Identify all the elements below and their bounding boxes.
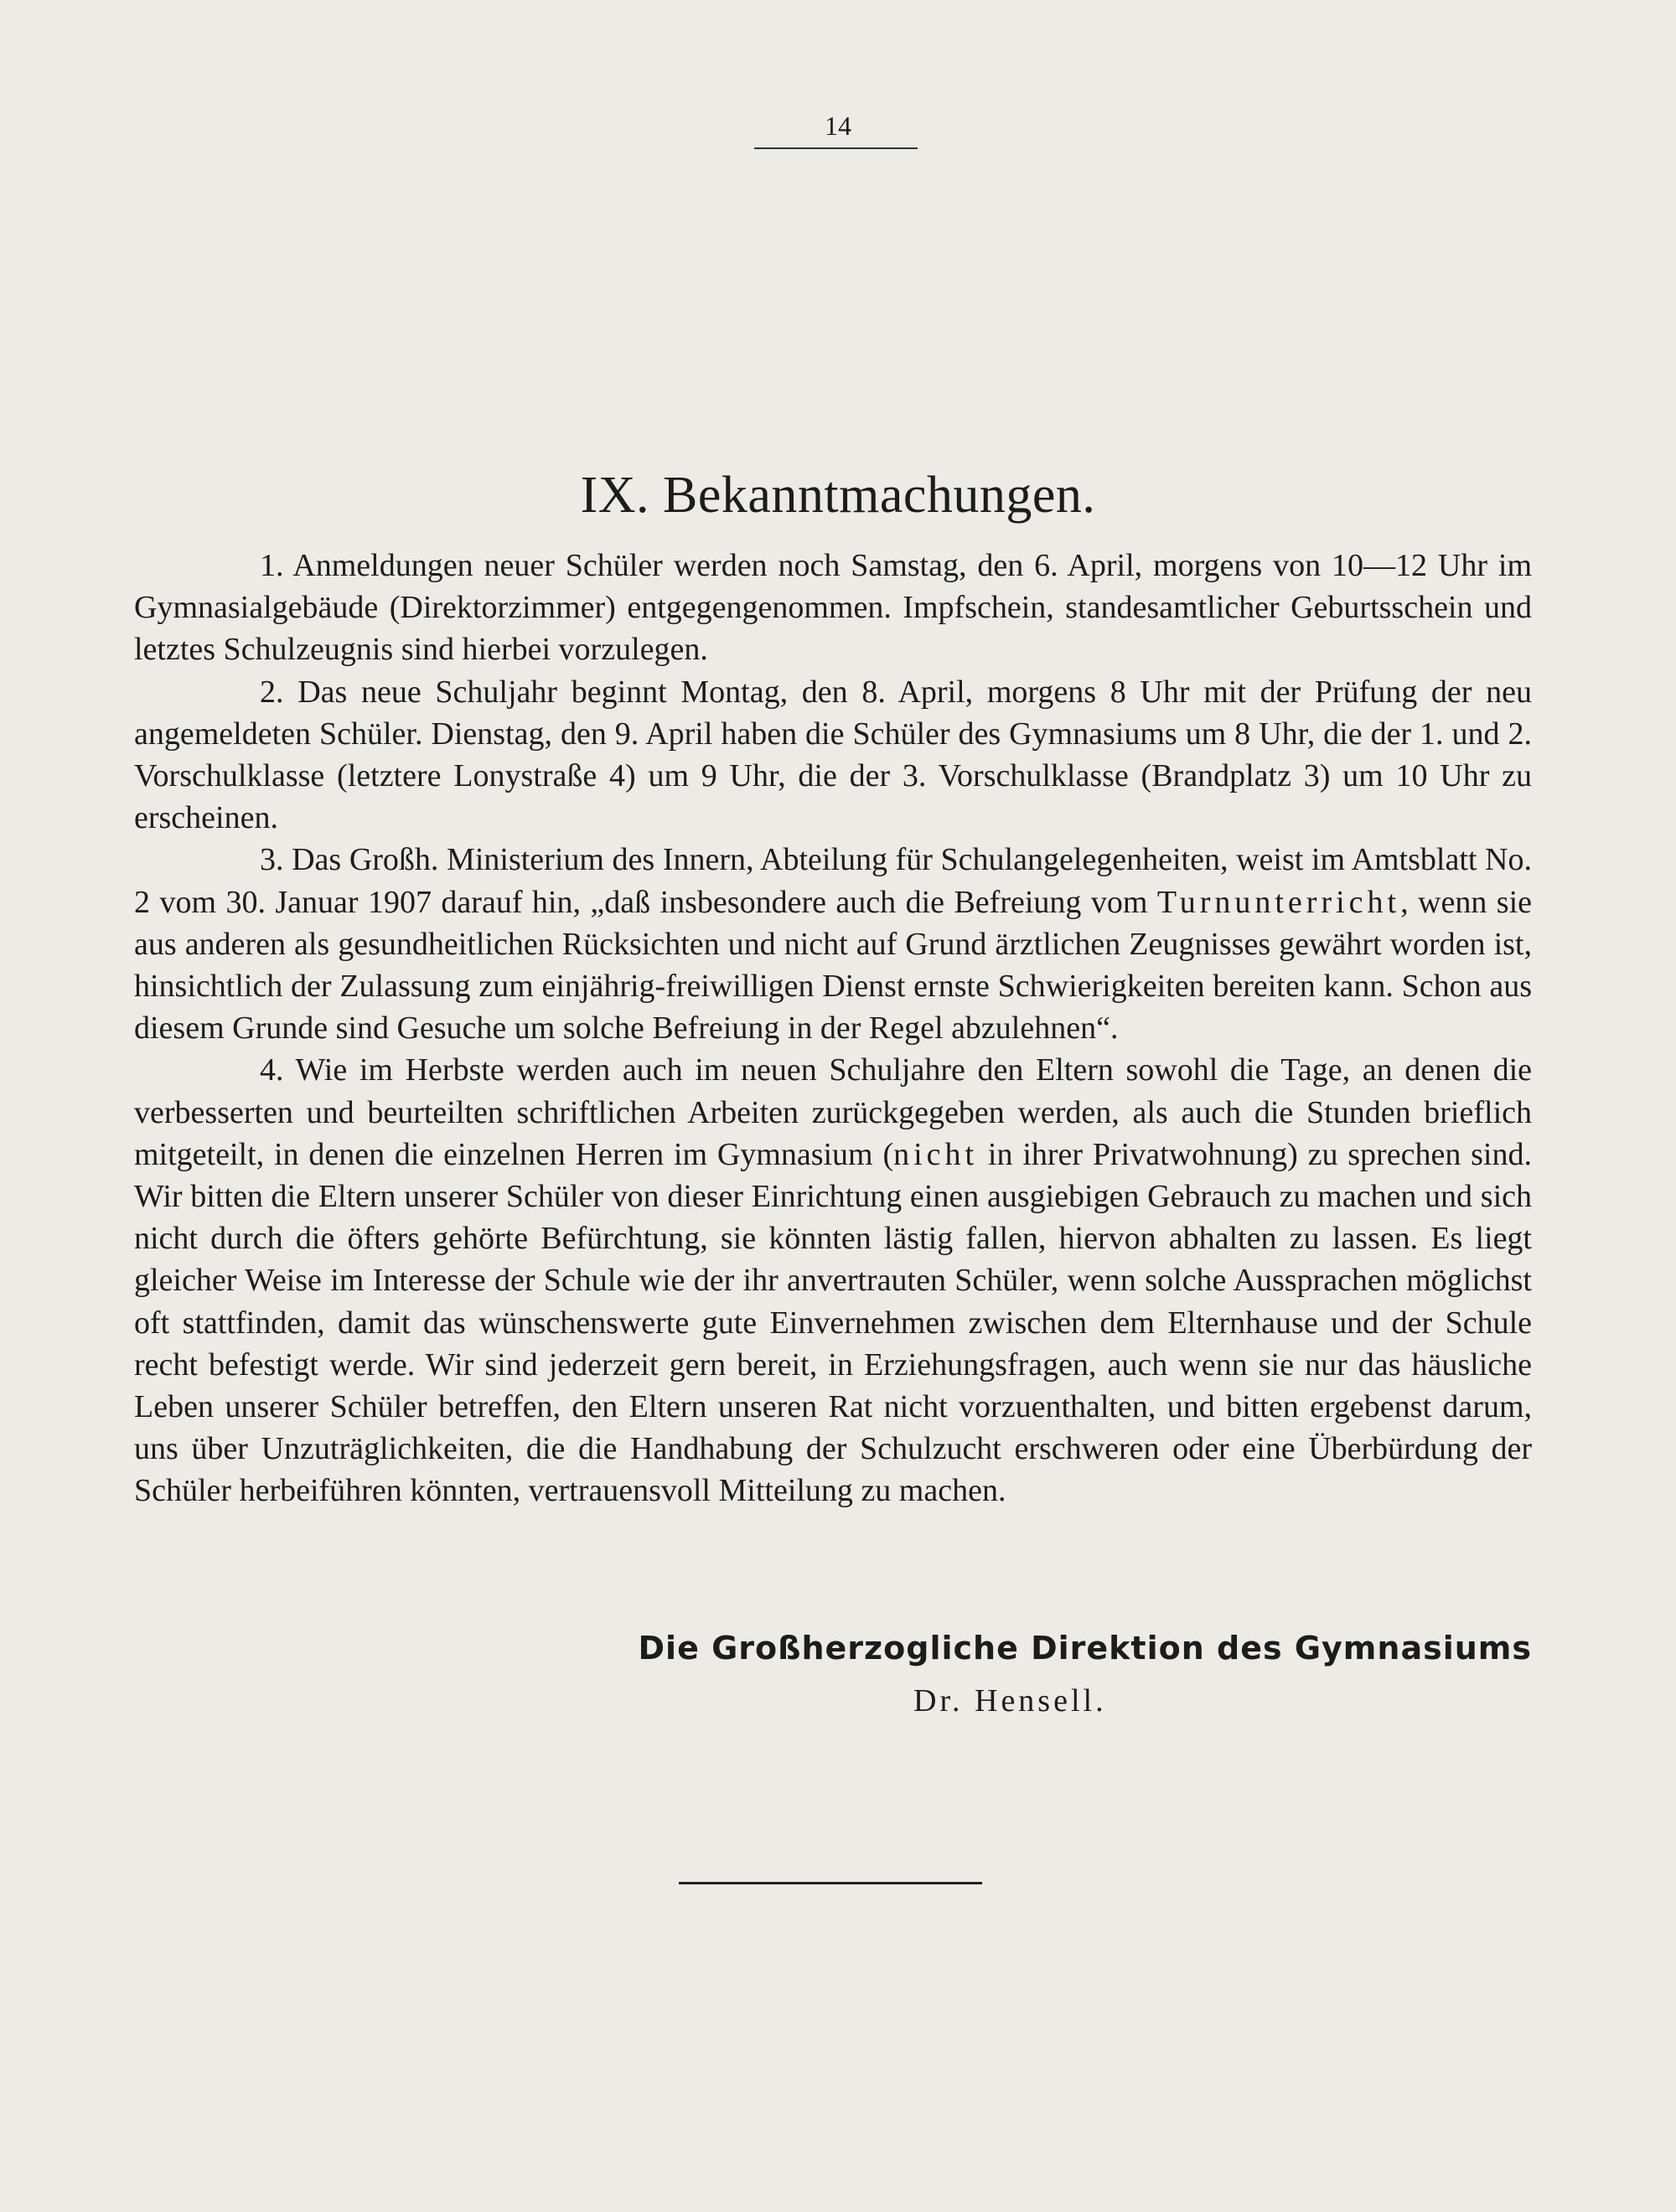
paragraph-3-emphasis: Turnunterricht: [1156, 884, 1401, 920]
paragraph-1: 1. Anmeldungen neuer Schüler werden noch Samstag, den 6. April, morgens von 10—12 Uhr im Gymnasialgebäude (Direktorzimmer) entgegengenommen. Impfschein, standesamtlicher Geburtsschein und letztes Schulzeugnis sind hierbei vorzulegen.: [134, 548, 1532, 668]
paragraph-4-emphasis: nicht: [893, 1136, 979, 1172]
paragraph-4: [134, 1049, 1532, 1512]
paragraph-3-text-b: , wenn sie aus anderen als gesundheitlichen Rücksichten und nicht auf Grund ärztlichen Zeugnisses gewährt worden ist, hinsichtlich der Zulassung zum einjährig-freiwilligen Dienst ernste Schwierigkeiten bereiten kann. Schon aus diesem Grunde sind Gesuche um solche Befreiung in der Regel abzulehnen“.: [134, 884, 1532, 1047]
footer-rule: [679, 1882, 982, 1884]
paragraph-3-text-a: 3. Das Großh. Ministerium des Innern, Abteilung für Schulangelegenheiten, weist im Amtsblatt No. 2 vom 30. Januar 1907 darauf hin, „daß insbesondere auch die Befreiung vom: [134, 842, 1532, 920]
paragraph-3: [134, 839, 1532, 1049]
signature-name: Dr. Hensell.: [913, 1683, 1107, 1718]
paragraph-2: 2. Das neue Schuljahr beginnt Montag, den 8. April, morgens 8 Uhr mit der Prüfung der neu angemeldeten Schüler. Dienstag, den 9. April haben die Schüler des Gymnasiums um 8 Uhr, die der 1. und 2. Vorschulklasse (letztere Lonystraße 4) um 9 Uhr, die der 3. Vorschulklasse (Brandplatz 3) um 10 Uhr zu erscheinen.: [134, 674, 1532, 836]
page-number: 14: [825, 111, 851, 141]
header-rule: [754, 147, 918, 149]
section-title: IX. Bekanntmachungen.: [580, 467, 1096, 524]
signature-institution: Die Großherzogliche Direktion des Gymnasiums: [638, 1630, 1532, 1667]
paragraph-4-text-b: in ihrer Privatwohnung) zu sprechen sind. Wir bitten die Eltern unserer Schüler von dieser Einrichtung einen ausgiebigen Gebrauch zu machen und sich nicht durch die öfters gehörte Befürchtung, sie könnten lästig fallen, hiervon abhalten zu lassen. Es liegt gleicher Weise im Interesse der Schule wie der ihr anvertrauten Schüler, wenn solche Aussprachen möglichst oft stattfinden, damit das wünschenswerte gute Einvernehmen zwischen dem Elternhause und der Schule recht befestigt werde. Wir sind jederzeit gern bereit, in Erziehungsfragen, auch wenn sie nur das häusliche Leben unserer Schüler betreffen, den Eltern unseren Rat nicht vorzuenthalten, und bitten ergebenst darum, uns über Unzuträglichkeiten, die die Handhabung der Schulzucht erschweren oder eine Überbürdung der Schüler herbeiführen könnten, vertrauensvoll Mitteilung zu machen.: [134, 1136, 1532, 1509]
body-text: [134, 545, 1532, 1512]
paragraph-4-text-a: 4. Wie im Herbste werden auch im neuen Schuljahre den Eltern sowohl die Tage, an denen die verbesserten und beurteilten schriftlichen Arbeiten zurückgegeben werden, als auch die Stunden brieflich mitgeteilt, in denen die einzelnen Herren im Gymnasium (: [134, 1052, 1532, 1172]
